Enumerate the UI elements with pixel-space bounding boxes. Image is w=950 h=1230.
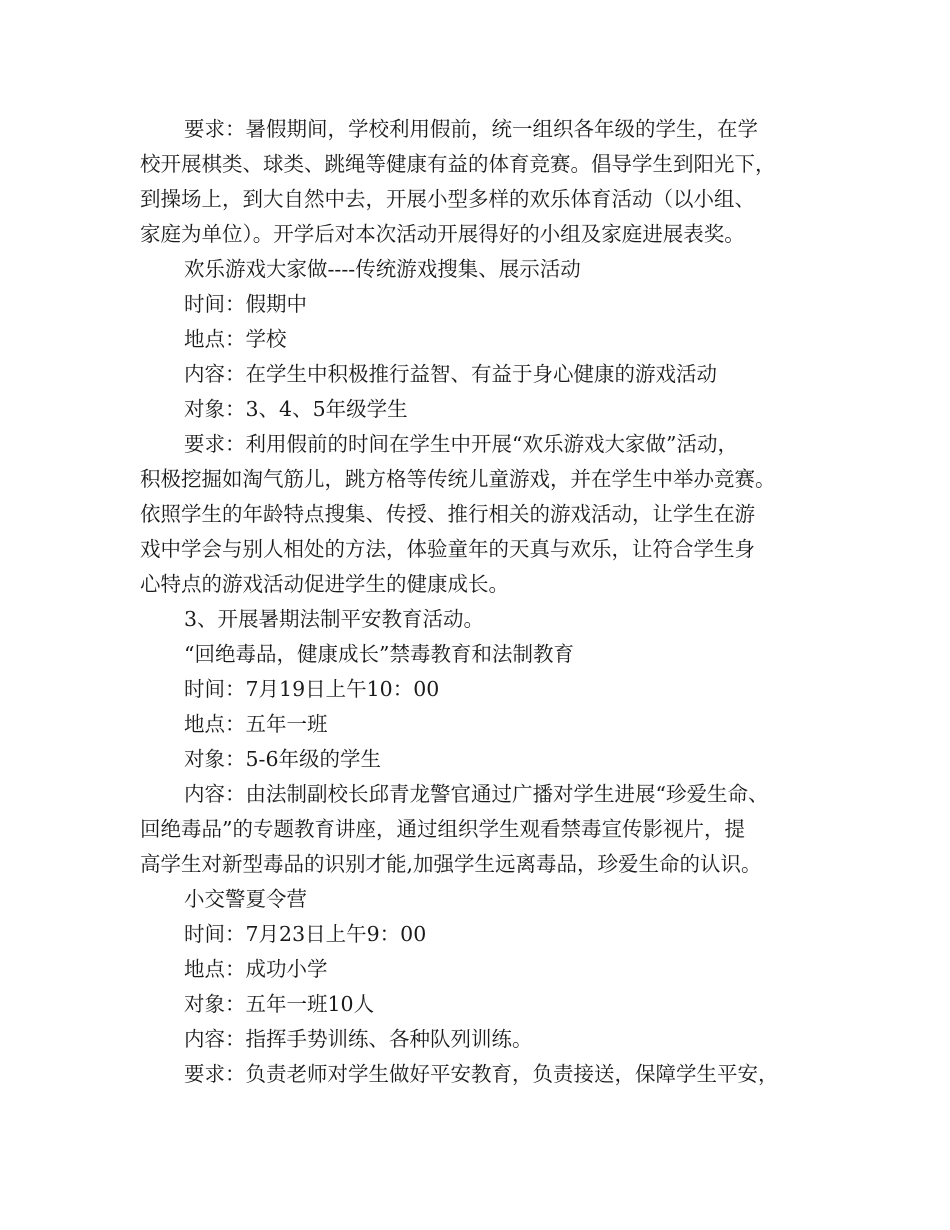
p1-line-2: 校开展棋类、球类、跳绳等健康有益的体育竞赛。倡导学生到阳光下， — [140, 152, 776, 176]
activity-2-place: 地点：学校 — [184, 327, 287, 351]
activity-4-content: 内容：指挥手势训练、各种队列训练。 — [184, 1027, 533, 1051]
activity-2-target: 对象：3、4、5年级学生 — [184, 397, 408, 421]
activity-2-req-line-4: 戏中学会与别人相处的方法，体验童年的天真与欢乐，让符合学生身 — [140, 537, 755, 561]
document-page — [140, 112, 830, 1092]
activity-3-title: “回绝毒品，健康成长”禁毒教育和法制教育 — [184, 642, 574, 666]
activity-3-time: 时间：7月19日上午10：00 — [184, 677, 440, 701]
activity-3-place: 地点：五年一班 — [184, 712, 328, 736]
activity-2-time: 时间：假期中 — [184, 292, 307, 316]
activity-2-title: 欢乐游戏大家做----传统游戏搜集、展示活动 — [184, 257, 581, 281]
activity-3-content-line-2: 回绝毒品”的专题教育讲座，通过组织学生观看禁毒宣传影视片，提 — [140, 817, 745, 841]
activity-2-req-line-1: 要求：利用假前的时间在学生中开展“欢乐游戏大家做”活动， — [184, 432, 738, 456]
section-3-heading: 3、开展暑期法制平安教育活动。 — [184, 607, 485, 631]
activity-4-target: 对象：五年一班10人 — [184, 992, 375, 1016]
activity-2-req-line-2: 积极挖掘如淘气筋儿，跳方格等传统儿童游戏，并在学生中举办竞赛。 — [140, 467, 776, 491]
p1-line-1: 要求：暑假期间，学校利用假前，统一组织各年级的学生，在学 — [184, 117, 758, 141]
activity-2-req-line-5: 心特点的游戏活动促进学生的健康成长。 — [140, 572, 509, 596]
p1-line-4: 家庭为单位）。开学后对本次活动开展得好的小组及家庭进展表奖。 — [140, 222, 745, 246]
activity-3-content-line-1: 内容：由法制副校长邱青龙警官通过广播对学生进展“珍爱生命、 — [184, 782, 769, 806]
p1-line-3: 到操场上，到大自然中去，开展小型多样的欢乐体育活动（以小组、 — [140, 187, 755, 211]
activity-2-req-line-3: 依照学生的年龄特点搜集、传授、推行相关的游戏活动，让学生在游 — [140, 502, 755, 526]
activity-4-time: 时间：7月23日上午9：00 — [184, 922, 427, 946]
activity-4-title: 小交警夏令营 — [184, 887, 307, 911]
activity-4-req-line-1: 要求：负责老师对学生做好平安教育，负责接送，保障学生平安， — [184, 1062, 779, 1086]
activity-3-content-line-3: 高学生对新型毒品的识别才能,加强学生远离毒品，珍爱生命的认识。 — [140, 852, 762, 876]
activity-4-place: 地点：成功小学 — [184, 957, 328, 981]
activity-2-content: 内容：在学生中积极推行益智、有益于身心健康的游戏活动 — [184, 362, 717, 386]
activity-3-target: 对象：5-6年级的学生 — [184, 747, 382, 771]
